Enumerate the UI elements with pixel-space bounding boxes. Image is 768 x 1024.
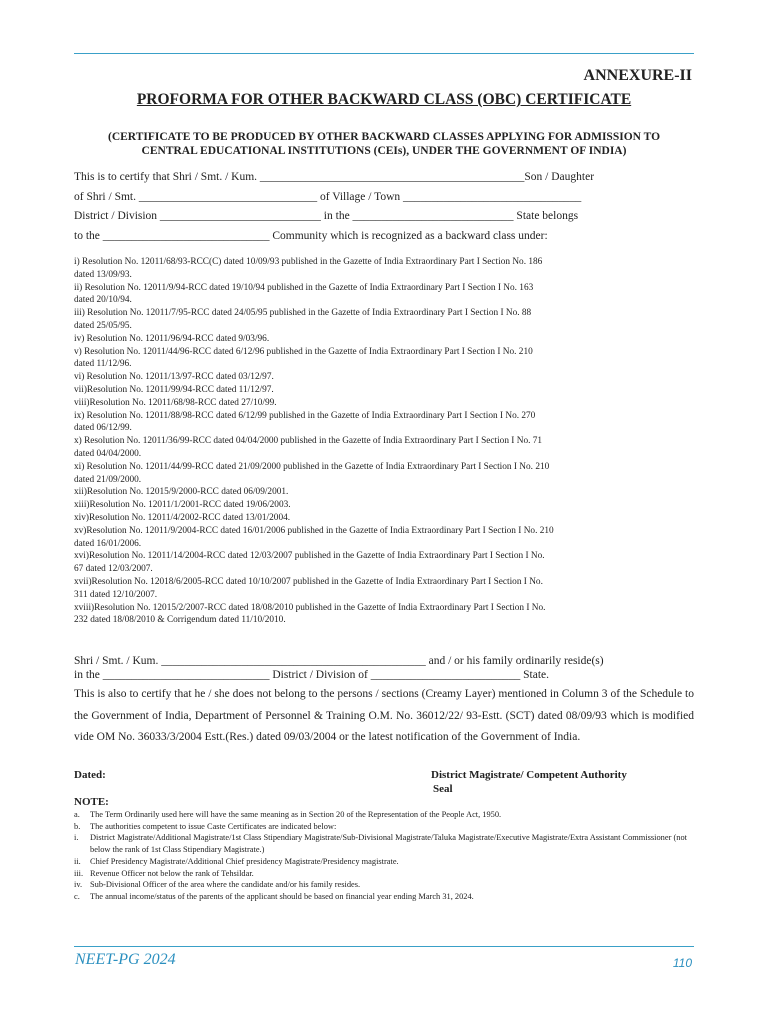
competent-authority-label: District Magistrate/ Competent Authority [431,769,627,781]
resolution-line: dated 20/10/94. [74,295,132,306]
resolution-line: 311 dated 12/10/2007. [74,589,158,600]
resolution-line: xvi)Resolution No. 12011/14/2004-RCC dated 12/03/2007 published in the Gazette of India Extraordinary Part I Section I No. [74,551,545,562]
resolution-line: ii) Resolution No. 12011/9/94-RCC dated 19/10/94 published in the Gazette of India Extraordinary Part I Section I No. 163 [74,282,534,293]
resolution-line: dated 11/12/96. [74,359,132,370]
resolution-line: ix) Resolution No. 12011/88/98-RCC dated 6/12/99 published in the Gazette of India Extraordinary Part I Section I No. 270 [74,410,536,421]
note-heading: NOTE: [74,796,109,808]
footer-exam-name: NEET-PG 2024 [75,951,176,968]
note-text: Chief Presidency Magistrate/Additional Chief presidency Magistrate/Presidency magistrate. [90,856,399,866]
note-text: The Term Ordinarily used here will have the same meaning as in Section 20 of the Representation of the People Act, 1950. [90,810,502,819]
form-line-2: of Shri / Smt. _______________________________ of Village / Town _______________________________ [74,191,582,203]
note-marker: c. [74,891,80,901]
resolution-line: 67 dated 12/03/2007. [74,564,153,575]
annexure-label: ANNEXURE-II [583,67,692,84]
note-item [74,879,694,891]
page-title: PROFORMA FOR OTHER BACKWARD CLASS (OBC) CERTIFICATE [136,91,632,108]
resolution-line: dated 04/04/2000. [74,448,142,459]
resolution-line: iv) Resolution No. 12011/96/94-RCC dated 9/03/96. [74,333,270,344]
reside-line-2: in the _____________________________ District / Division of __________________________ State. [74,669,549,681]
note-text: District Magistrate/Additional Magistrate/1st Class Stipendiary Magistrate/Sub-Divisional Magistrate/Taluka Magistrate/Executive Magistrate/Extra Assistant Commissioner (not below the rank of 1st Class Stipendiary Magistrate.) [90,833,687,855]
resolution-line: xi) Resolution No. 12011/44/99-RCC dated 21/09/2000 published in the Gazette of India Extraordinary Part I Section I No. 210 [74,461,550,472]
resolution-line: dated 21/09/2000. [74,474,142,485]
reside-line-1: Shri / Smt. / Kum. ______________________________________________ and / or his family ordinarily reside(s) [74,655,604,667]
seal-label: Seal [433,783,453,795]
resolution-line: x) Resolution No. 12011/36/99-RCC dated 04/04/2000 published in the Gazette of India Extraordinary Part I Section I No. 71 [74,436,543,447]
note-text: Sub-Divisional Officer of the area where the candidate and/or his family resides. [90,880,361,890]
resolution-line: vi) Resolution No. 12011/13/97-RCC dated 03/12/97. [74,372,274,383]
note-marker: a. [74,810,80,819]
resolution-line: xii)Resolution No. 12015/9/2000-RCC dated 06/09/2001. [74,487,289,498]
note-text: The annual income/status of the parents of the applicant should be based on financial year ending March 31, 2024. [90,891,474,901]
resolution-line: xv)Resolution No. 12011/9/2004-RCC dated 16/01/2006 published in the Gazette of India Extraordinary Part I Section I No. 210 [74,525,554,536]
resolution-line: dated 13/09/93. [74,269,132,280]
form-line-1: This is to certify that Shri / Smt. / Kum. ______________________________________________Son / Daughter [74,171,595,183]
form-line-4: to the _____________________________ Community which is recognized as a backward class under: [74,230,548,242]
resolution-line: vii)Resolution No. 12011/99/94-RCC dated 11/12/97. [74,384,274,395]
note-item [74,832,694,855]
page-number: 110 [672,956,692,970]
note-item [74,821,694,833]
resolution-line: 232 dated 18/08/2010 & Corrigendum dated 11/10/2010. [74,615,286,626]
note-text: Revenue Officer not below the rank of Tehsildar. [90,868,254,878]
resolution-line: xvii)Resolution No. 12018/6/2005-RCC dated 10/10/2007 published in the Gazette of India Extraordinary Part I Section I No. [74,576,543,587]
notes-list [74,809,694,903]
note-marker: b. [74,821,81,831]
creamy-layer-paragraph: This is also to certify that he / she does not belong to the persons / sections (Creamy Layer) mentioned in Column 3 of the Schedule to the Government of India, Department of Personnel & Training O.M. No. 36012/22/ 93-Estt. (SCT) dated 08/09/93 which is modified vide OM No. 36033/3/2004 Estt.(Res.) dated 09/03/2004 or the latest notification of the Government of India. [74,688,694,743]
note-text: The authorities competent to issue Caste Certificates are indicated below: [90,821,337,831]
resolution-line: xviii)Resolution No. 12015/2/2007-RCC dated 18/08/2010 published in the Gazette of India Extraordinary Part I Section I No. [74,602,546,613]
resolution-line: iii) Resolution No. 12011/7/95-RCC dated 24/05/95 published in the Gazette of India Extraordinary Part I Section I No. 88 [74,308,532,319]
subtitle-line-2: CENTRAL EDUCATIONAL INSTITUTIONS (CEIs), UNDER THE GOVERNMENT OF INDIA) [141,145,627,157]
resolution-line: dated 16/01/2006. [74,538,142,549]
resolution-line: xiii)Resolution No. 12011/1/2001-RCC dated 19/06/2003. [74,500,291,511]
footer-rule [74,946,694,947]
dated-label: Dated: [74,769,106,781]
note-item [74,809,694,821]
note-item [74,856,694,868]
header-rule [74,53,694,54]
note-item [74,891,694,903]
resolution-line: v) Resolution No. 12011/44/96-RCC dated 6/12/96 published in the Gazette of India Extraordinary Part I Section I No. 210 [74,346,533,357]
note-marker: iii. [74,868,84,878]
resolution-line: dated 06/12/99. [74,423,132,434]
note-marker: i. [74,833,79,843]
form-line-3: District / Division ____________________________ in the ____________________________ State belongs [74,210,579,222]
note-marker: ii. [74,856,81,866]
subtitle-line-1: (CERTIFICATE TO BE PRODUCED BY OTHER BACKWARD CLASSES APPLYING FOR ADMISSION TO [107,131,661,143]
page-subtitle [74,130,694,158]
resolution-line: xiv)Resolution No. 12011/4/2002-RCC dated 13/01/2004. [74,512,291,523]
resolution-line: i) Resolution No. 12011/68/93-RCC(C) dated 10/09/93 published in the Gazette of India Extraordinary Part I Section No. 186 [74,257,543,267]
resolution-line: dated 25/05/95. [74,320,132,331]
note-marker: iv. [74,880,83,890]
note-item [74,868,694,880]
resolution-line: viii)Resolution No. 12011/68/98-RCC dated 27/10/99. [74,397,277,408]
resolutions-list [74,256,694,627]
